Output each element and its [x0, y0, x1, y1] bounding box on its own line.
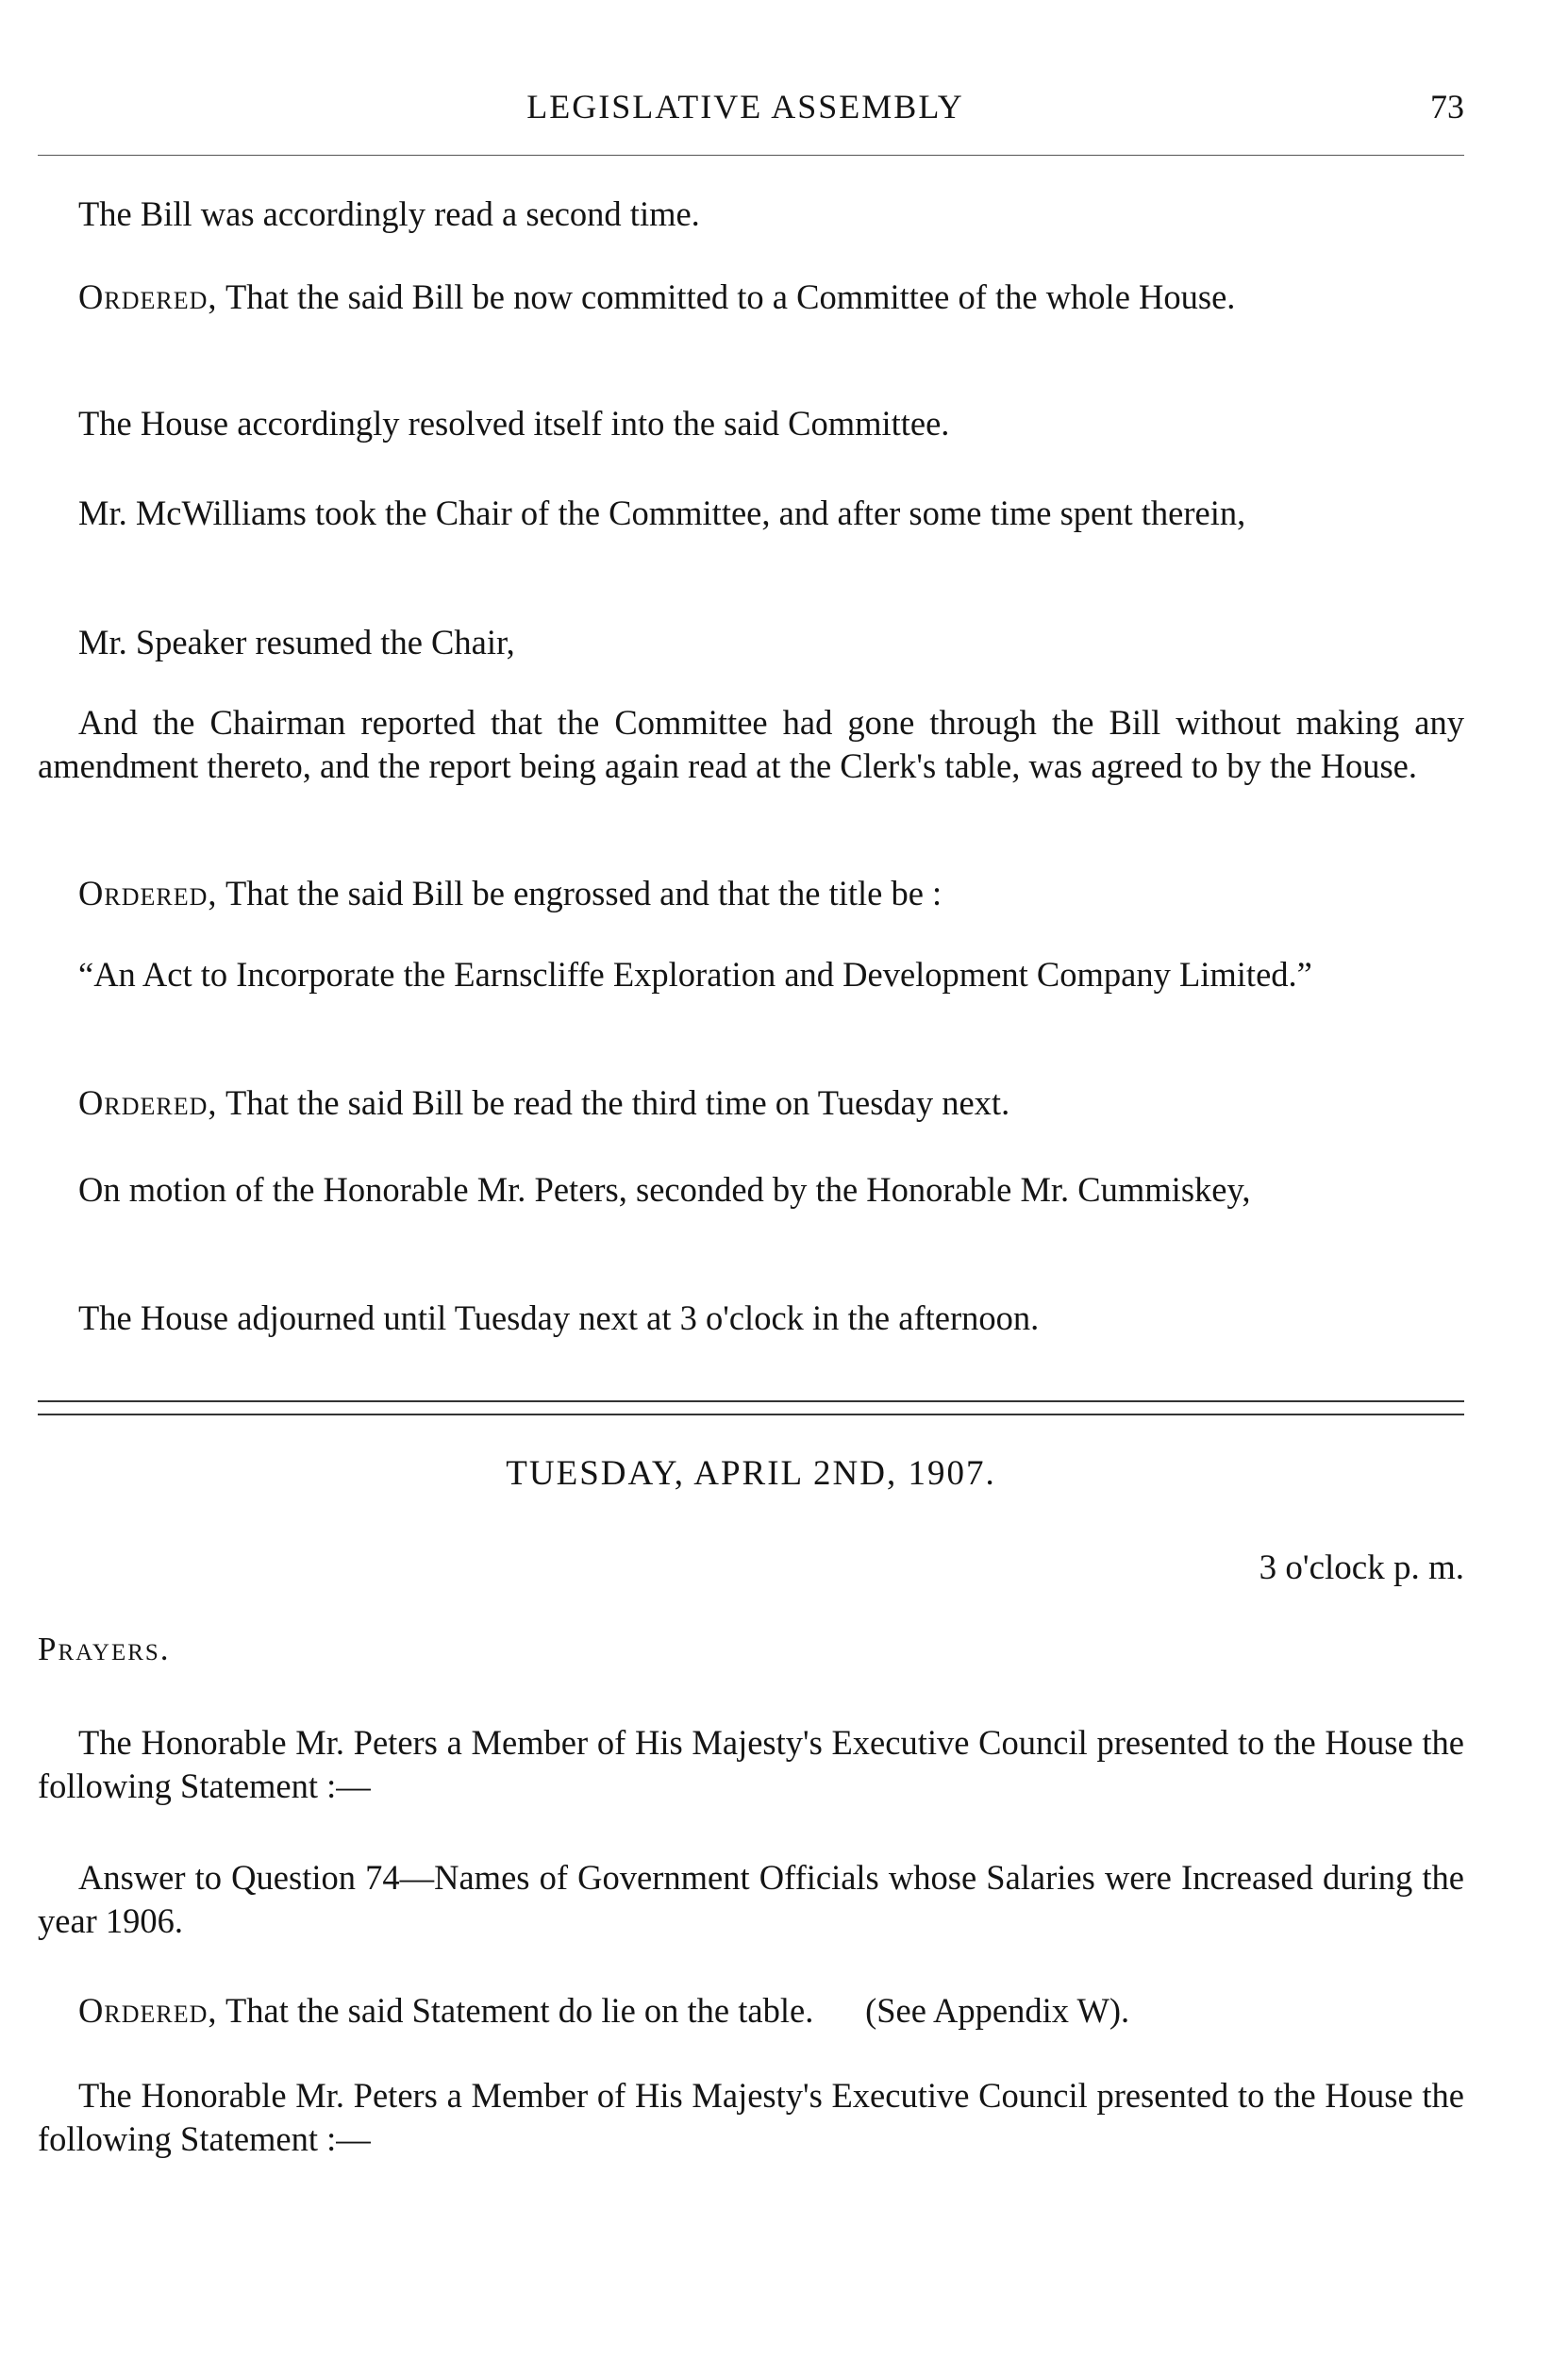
sitting-time: 3 o'clock p. m.	[1259, 1548, 1464, 1587]
ordered-lead: Ordered,	[78, 277, 218, 316]
paragraph-text: Mr. Speaker resumed the Chair,	[78, 623, 515, 661]
paragraph	[38, 1989, 1464, 2033]
paragraph	[38, 1081, 1464, 1125]
paragraph	[38, 953, 1464, 996]
paragraph	[38, 276, 1464, 319]
running-title: LEGISLATIVE ASSEMBLY	[526, 88, 964, 126]
paragraph	[38, 1721, 1464, 1808]
paragraph-text: And the Chairman reported that the Committee had gone through the Bill without making any amendment thereto, and the report being again read at the Clerk's table, was agreed to by the House.	[38, 703, 1464, 785]
paragraph	[38, 402, 1464, 445]
header-rule	[38, 155, 1464, 156]
paragraph	[38, 1168, 1464, 1212]
paragraph	[38, 621, 1464, 664]
ordered-lead: Ordered,	[78, 874, 218, 912]
paragraph-text: The Honorable Mr. Peters a Member of His Majesty's Executive Council presented to the House the following Statement :—	[38, 2076, 1464, 2158]
paragraph	[38, 872, 1464, 915]
paragraph	[38, 492, 1464, 535]
ordered-lead: Ordered,	[78, 1083, 218, 1122]
paragraph-text: That the said Bill be read the third time on Tuesday next.	[217, 1083, 1010, 1122]
paragraph-text: The House accordingly resolved itself into the said Committee.	[78, 404, 950, 443]
prayers-heading: Prayers.	[38, 1631, 171, 1667]
paragraph-text: Answer to Question 74—Names of Government Officials whose Salaries were Increased during the year 1906.	[38, 1858, 1464, 1940]
paragraph-text: That the said Statement do lie on the table. (See Appendix W).	[217, 1991, 1130, 2030]
paragraph-text: The Bill was accordingly read a second time.	[78, 194, 700, 233]
paragraph-text: On motion of the Honorable Mr. Peters, seconded by the Honorable Mr. Cummiskey,	[78, 1170, 1251, 1209]
running-head	[38, 79, 1464, 126]
paragraph	[38, 701, 1464, 788]
paragraph-text: “An Act to Incorporate the Earnscliffe Exploration and Development Company Limited.”	[78, 955, 1312, 994]
page-number: 73	[1430, 88, 1464, 126]
paragraph	[38, 1856, 1464, 1943]
section-divider	[38, 1400, 1464, 1415]
ordered-lead: Ordered,	[78, 1991, 218, 2030]
sitting-date-heading: TUESDAY, APRIL 2ND, 1907.	[506, 1454, 996, 1493]
paragraph	[38, 1297, 1464, 1340]
paragraph-text: The Honorable Mr. Peters a Member of His Majesty's Executive Council presented to the House the following Statement :—	[38, 1723, 1464, 1805]
paragraph-text: Mr. McWilliams took the Chair of the Committee, and after some time spent therein,	[78, 494, 1246, 532]
paragraph-text: That the said Bill be engrossed and that the title be :	[217, 874, 942, 912]
paragraph-text: That the said Bill be now committed to a Committee of the whole House.	[217, 277, 1236, 316]
paragraph	[38, 192, 1464, 236]
paragraph-text: The House adjourned until Tuesday next at 3 o'clock in the afternoon.	[78, 1298, 1040, 1337]
paragraph	[38, 2074, 1464, 2161]
